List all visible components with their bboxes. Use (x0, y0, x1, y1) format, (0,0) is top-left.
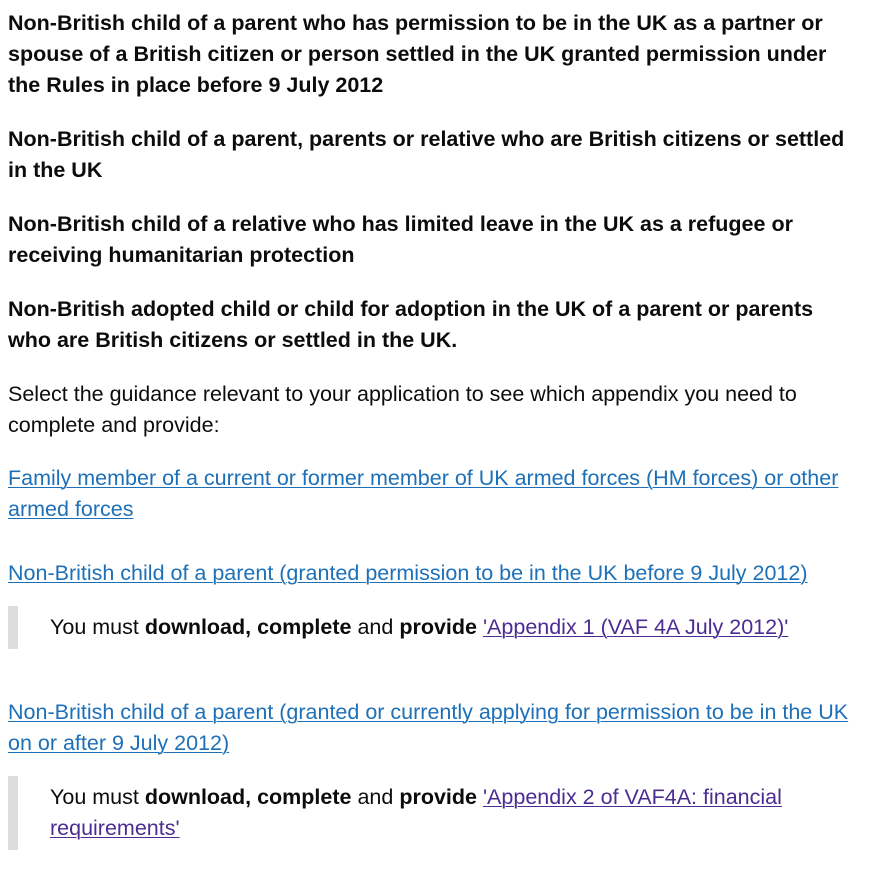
armed-forces-link[interactable]: Family member of a current or former member of UK armed forces (HM forces) or other armed forces (8, 466, 839, 521)
appendix-1-instruction (50, 612, 855, 643)
intro-text: Select the guidance relevant to your application to see which appendix you need to complete and provide: (8, 382, 797, 437)
appendix-1-link[interactable]: 'Appendix 1 (VAF 4A July 2012)' (482, 615, 789, 639)
appendix-2-instruction (50, 782, 855, 844)
instruction-bold-download: download, complete (144, 785, 352, 809)
instruction-and: and (351, 785, 400, 809)
appendix-1-inset (8, 606, 855, 649)
appendix-2-link[interactable]: 'Appendix 2 of VAF4A: financial requirements' (50, 785, 782, 840)
before-2012-link[interactable]: Non-British child of a parent (granted permission to be in the UK before 9 July 2012) (8, 561, 808, 585)
instruction-prefix: You must (50, 615, 145, 639)
appendix-2-inset (8, 776, 855, 850)
instruction-bold-provide: provide (399, 785, 477, 809)
heading-refugee-relative: Non-British child of a relative who has limited leave in the UK as a refugee or receiving humanitarian protection (8, 212, 793, 267)
before-2012-link-block (8, 558, 855, 589)
instruction-bold-download: download, complete (144, 615, 352, 639)
heading-adopted-child: Non-British adopted child or child for adoption in the UK of a parent or parents who are British citizens or settled in the UK. (8, 297, 814, 352)
instruction-bold-provide: provide (399, 615, 477, 639)
after-2012-link[interactable]: Non-British child of a parent (granted or currently applying for permission to be in the UK on or after 9 July 2012) (8, 700, 849, 755)
heading-partner-spouse-pre-2012: Non-British child of a parent who has permission to be in the UK as a partner or spouse of a British citizen or person settled in the UK granted permission under the Rules in place before 9 July 2012 (8, 11, 827, 97)
armed-forces-link-block (8, 463, 855, 525)
after-2012-link-block (8, 697, 855, 759)
instruction-prefix: You must (50, 785, 145, 809)
heading-british-or-settled: Non-British child of a parent, parents or relative who are British citizens or settled in the UK (8, 127, 845, 182)
instruction-and: and (351, 615, 400, 639)
